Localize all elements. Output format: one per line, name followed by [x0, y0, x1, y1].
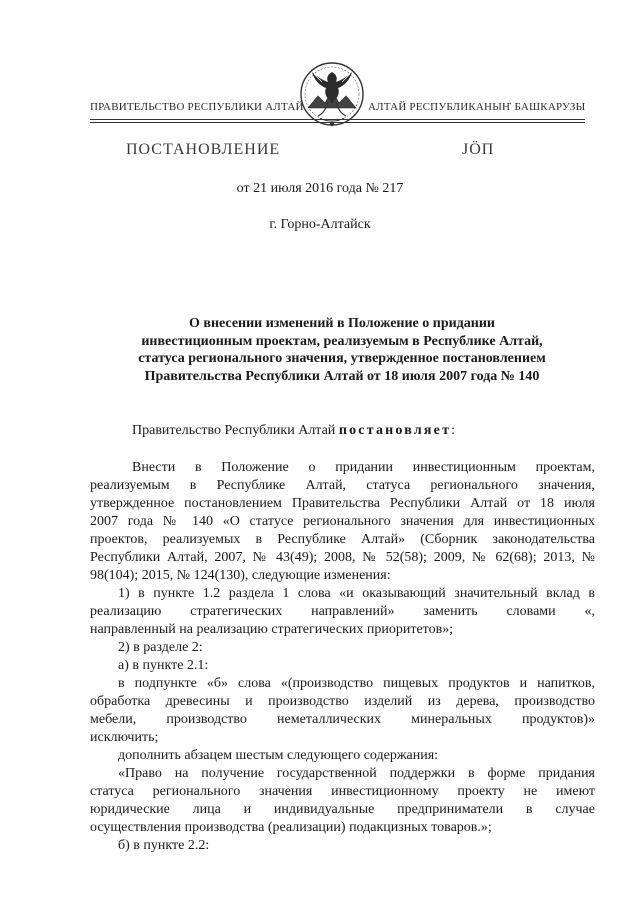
body-line: 1) в пункте 1.2 раздела 1 слова «и оказывающий значительный вклад в	[118, 586, 595, 601]
document-type-russian: ПОСТАНОВЛЕНИЕ	[126, 141, 281, 158]
body-line: 98(104); 2015, № 124(130), следующие изменения:	[90, 568, 391, 583]
body-line: Республики Алтай, 2007, № 43(49); 2008, № 52(58); 2009, № 62(68); 2013, №	[90, 550, 595, 565]
body-line: проектов, реализуемых в Республике Алтай» (Сборник законодательства	[90, 532, 595, 547]
government-name-altai: АЛТАЙ РЕСПУБЛИКАНЫҤ БАШКАРУЗЫ	[368, 101, 586, 113]
city: г. Горно-Алтайск	[269, 217, 371, 232]
body-line: осуществления производства (реализации) подакцизных товаров.»;	[90, 820, 492, 835]
title-line: О внесении изменений в Положение о придании	[189, 316, 495, 331]
body-line: реализуемым в Республике Алтай, статуса регионального значения,	[90, 478, 595, 493]
body-line: исключить;	[90, 730, 159, 745]
body-line: юридические лица и индивидуальные предприниматели в случае	[90, 802, 595, 817]
body-line: реализацию стратегических направлений» заменить словами «,	[90, 604, 595, 619]
body-line: утвержденное постановлением Правительства Республики Алтай от 18 июля	[90, 496, 595, 511]
body-line: а) в пункте 2.1:	[118, 658, 209, 673]
body-line: в подпункте «б» слова «(производство пищевых продуктов и напитков,	[118, 676, 595, 691]
title-line: Правительства Республики Алтай от 18 июля 2007 года № 140	[144, 368, 540, 384]
header-divider-thin	[90, 119, 585, 120]
body-line: направленный на реализацию стратегических приоритетов»;	[90, 622, 454, 637]
document-type-altai: JÖП	[462, 141, 495, 158]
title-line: статуса регионального значения, утвержденное постановлением	[138, 351, 546, 366]
preamble-resolves: постановляет	[338, 423, 452, 438]
body-line: «Право на получение государственной поддержки в форме придания	[118, 766, 595, 781]
body-line: обработка древесины и производство изделий из дерева, производство	[90, 694, 595, 709]
body-line: статуса регионального значения инвестиционному проекту не имеют	[90, 784, 595, 799]
preamble-text: Правительство Республики Алтай	[132, 423, 339, 438]
title-line: инвестиционным проектам, реализуемым в Республике Алтай,	[141, 333, 543, 349]
document-title	[112, 315, 572, 385]
body-line: 2) в разделе 2:	[118, 640, 203, 655]
body-line: мебели, производство неметаллических минеральных продуктов)»	[90, 712, 595, 727]
body-line: Внести в Положение о придании инвестиционным проектам,	[132, 460, 595, 475]
body-line: б) в пункте 2.2:	[118, 838, 210, 853]
preamble-suffix: :	[451, 423, 456, 438]
date-and-number: от 21 июля 2016 года № 217	[236, 181, 404, 196]
preamble	[132, 423, 455, 439]
body-line: дополнить абзацем шестым следующего содержания:	[118, 748, 439, 763]
header-divider-thick	[90, 122, 585, 123]
government-name-russian: ПРАВИТЕЛЬСТВО РЕСПУБЛИКИ АЛТАЙ	[90, 101, 304, 113]
body-line: 2007 года № 140 «О статусе регионального значения для инвестиционных	[90, 514, 595, 529]
